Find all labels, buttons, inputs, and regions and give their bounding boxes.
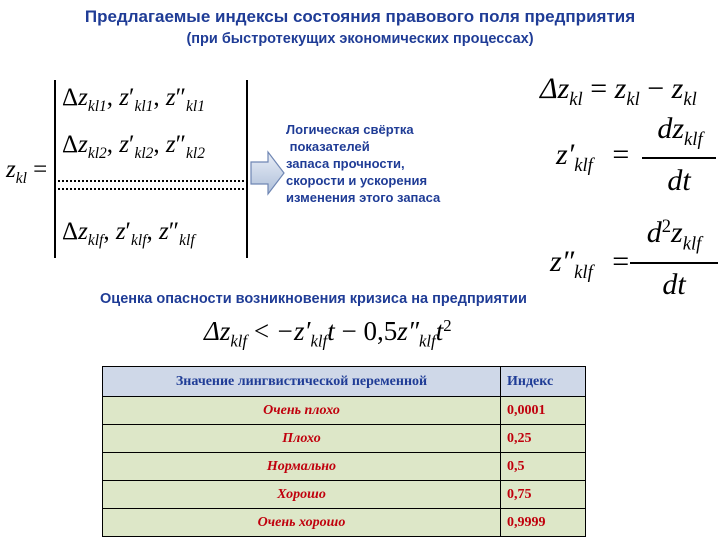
formula-z-double-prime-numerator: $d^2z_{klf}$: [646, 216, 702, 255]
formula-z-prime-lhs: $z'_{klf}$ =: [556, 138, 630, 177]
matrix-dotted-separator: [58, 188, 244, 190]
formula-z-double-prime-lhs: $z''_{klf}$ =: [550, 245, 630, 284]
column-header-index: Индекс: [501, 367, 586, 397]
table-cell-index: 0,0001: [501, 397, 586, 425]
matrix-row-3: $\Delta z_{klf}$, $z'_{klf}$, $z''_{klf}$: [62, 218, 195, 249]
formula-z-prime-denominator: dt: [667, 164, 691, 197]
column-header-value: Значение лингвистической переменной: [103, 367, 501, 397]
table-cell-index: 0,25: [501, 425, 586, 453]
table-row: [103, 425, 586, 453]
table-cell-value: Плохо: [103, 425, 501, 453]
table-cell-index: 0,9999: [501, 509, 586, 537]
matrix-row-1: $\Delta z_{kl1}$, $z'_{kl1}$, $z''_{kl1}$: [62, 84, 205, 115]
formula-z-double-prime-denominator: dt: [662, 268, 686, 301]
matrix-lhs: $z_{kl}$ =: [6, 156, 48, 187]
logic-note: Логическая свёртка показателей запаса прочности, скорости и ускорения изменения этого запаса: [286, 122, 441, 205]
fraction-bar: [630, 262, 718, 264]
index-table: [102, 366, 586, 537]
crisis-title: Оценка опасности возникновения кризиса на предприятии: [100, 291, 527, 307]
fraction-bar: [642, 157, 716, 159]
table-cell-value: Хорошо: [103, 481, 501, 509]
matrix-right-bar: [246, 80, 248, 258]
table-cell-value: Очень плохо: [103, 397, 501, 425]
matrix-row-2: $\Delta z_{kl2}$, $z'_{kl2}$, $z''_{kl2}$: [62, 131, 205, 162]
matrix-left-bar: [54, 80, 56, 258]
formula-z-prime-numerator: $dz_{klf}$: [657, 112, 703, 151]
table-row: [103, 453, 586, 481]
formula-delta-z: $\Delta z_{kl} = z_{kl} - z_{kl}$: [540, 72, 697, 111]
table-row: [103, 509, 586, 537]
table-cell-value: Нормально: [103, 453, 501, 481]
matrix-dotted-separator: [58, 180, 244, 182]
table-cell-index: 0,5: [501, 453, 586, 481]
table-header-row: [103, 367, 586, 397]
table-cell-index: 0,75: [501, 481, 586, 509]
crisis-inequality: $\Delta z_{klf} < -z'_{klf}t - 0,5z''_{klf}t^2$: [204, 316, 452, 351]
page-title: Предлагаемые индексы состояния правового поля предприятия: [84, 7, 636, 26]
table-cell-value: Очень хорошо: [103, 509, 501, 537]
table-row: [103, 397, 586, 425]
right-arrow-icon: [250, 150, 286, 196]
table-row: [103, 481, 586, 509]
page-subtitle: (при быстротекущих экономических процессах): [186, 31, 534, 47]
